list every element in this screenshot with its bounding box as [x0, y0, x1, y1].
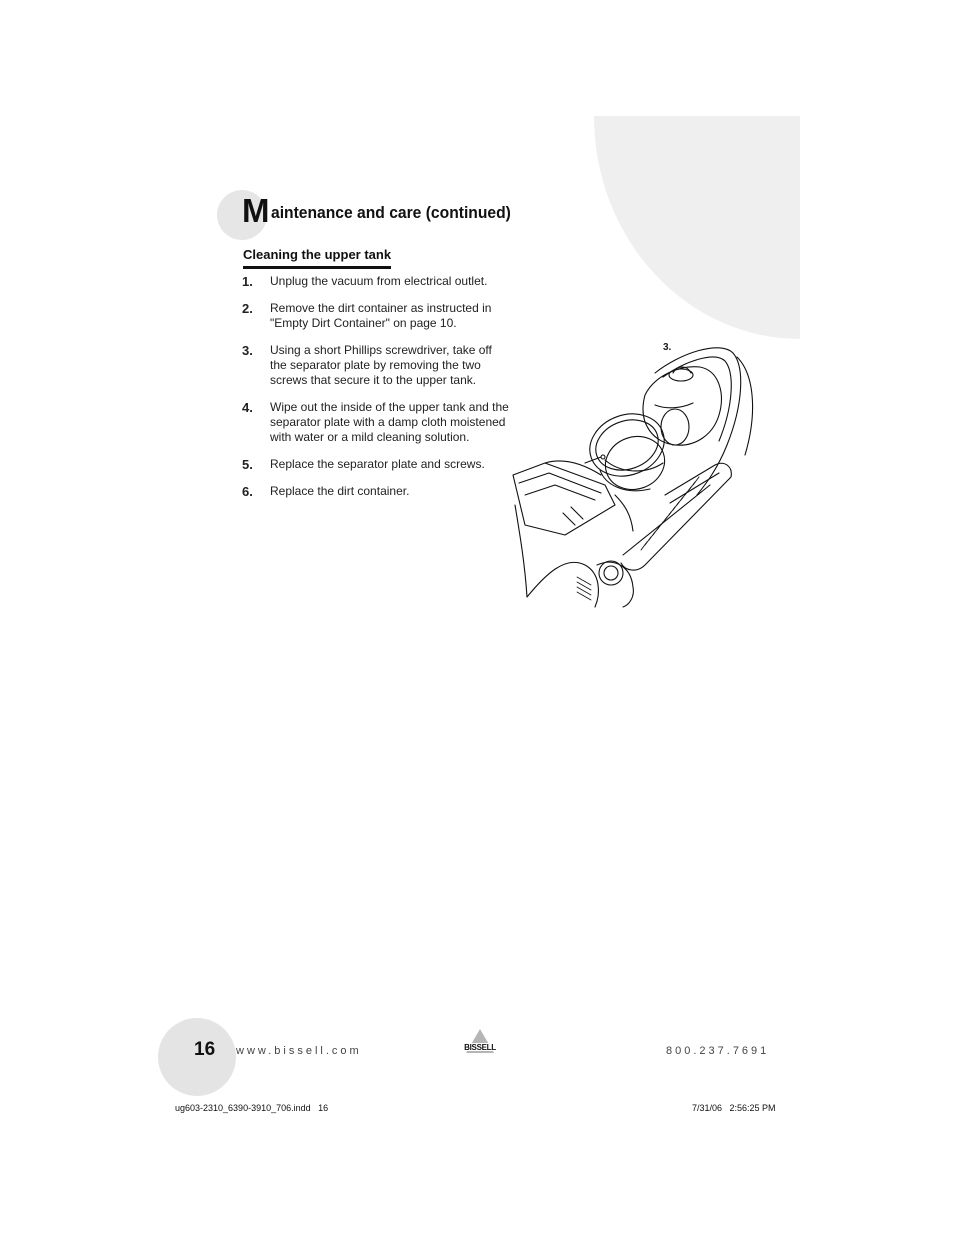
- step-text: Replace the separator plate and screws.: [270, 457, 485, 471]
- step-item: [242, 301, 512, 331]
- bissell-logo-icon: [460, 1027, 500, 1055]
- step-item: [242, 343, 512, 388]
- phone-number: 800.237.7691: [666, 1045, 770, 1057]
- step-text: Wipe out the inside of the upper tank and the separator plate with a damp cloth moistened with water or a mild cleaning solution.: [270, 400, 509, 444]
- step-number: 1.: [242, 274, 253, 289]
- steps-list: [242, 274, 512, 499]
- step-number: 2.: [242, 301, 253, 316]
- print-slug-timestamp: 7/31/06 2:56:25 PM: [692, 1103, 776, 1113]
- illustration-label: 3.: [663, 342, 672, 353]
- step-item: [242, 274, 512, 289]
- step-text: Using a short Phillips screwdriver, take off the separator plate by removing the two screws that secure it to the upper tank.: [270, 343, 492, 387]
- step-number: 4.: [242, 400, 253, 415]
- step-item: [242, 457, 512, 472]
- step-text: Remove the dirt container as instructed in "Empty Dirt Container" on page 10.: [270, 301, 492, 330]
- decorative-corner-shape: [594, 116, 800, 339]
- title-initial: M: [242, 192, 270, 229]
- website-link[interactable]: www.bissell.com: [236, 1045, 362, 1057]
- step-text: Unplug the vacuum from electrical outlet.: [270, 274, 488, 288]
- section-underline: [243, 266, 391, 269]
- step-item: [242, 484, 512, 499]
- step-item: [242, 400, 512, 445]
- step-number: 5.: [242, 457, 253, 472]
- step-number: 3.: [242, 343, 253, 358]
- step-number: 6.: [242, 484, 253, 499]
- page-number: 16: [194, 1039, 216, 1060]
- svg-text:BISSELL: BISSELL: [464, 1043, 496, 1052]
- step-text: Replace the dirt container.: [270, 484, 410, 498]
- title-text: aintenance and care (continued): [271, 203, 511, 222]
- print-slug-file: ug603-2310_6390-3910_706.indd 16: [175, 1103, 329, 1113]
- vacuum-upper-tank-illustration: [505, 335, 770, 610]
- section-heading: Cleaning the upper tank: [243, 247, 392, 262]
